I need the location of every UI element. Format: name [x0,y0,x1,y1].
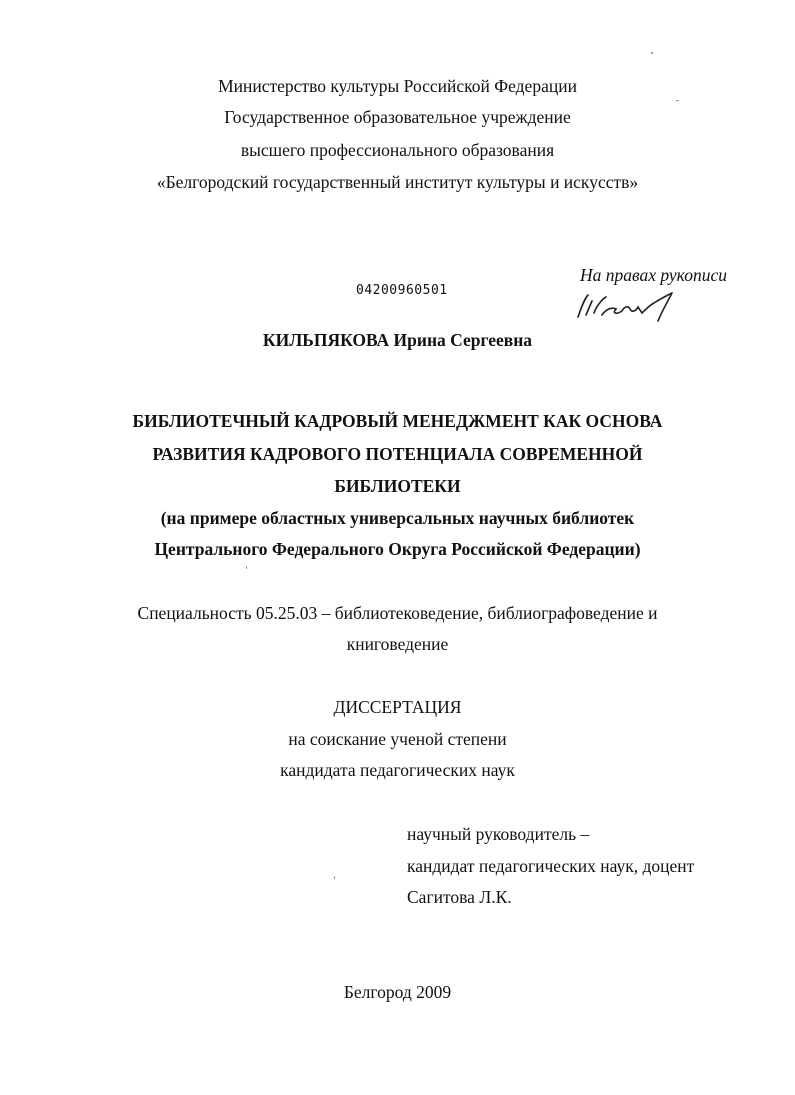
advisor-title: кандидат педагогических наук, доцент [407,856,695,876]
scan-speck [246,566,247,569]
institute-name-line: «Белгородский государственный институт культуры и искусств» [156,172,639,192]
advisor-role: научный руководитель – [407,824,590,844]
degree-line-2: кандидата педагогических наук [280,760,515,780]
serial-number: 04200960501 [356,283,448,298]
scan-speck [676,100,679,101]
degree-line-1: на соискание ученой степени [288,729,507,749]
scan-speck [334,876,335,879]
advisor-name: Сагитова Л.К. [407,887,512,907]
education-level-line: высшего профессионального образования [240,140,555,160]
subtitle-line-1: (на примере областных универсальных научных библиотек [160,508,635,528]
subtitle-line-2: Центрального Федерального Округа Российской Федерации) [154,539,641,559]
title-line-3: БИБЛИОТЕКИ [334,476,461,496]
degree-type: ДИССЕРТАЦИЯ [333,697,462,717]
scan-speck [651,52,653,54]
manuscript-note: На правах рукописи [580,265,727,285]
institution-type-line: Государственное образовательное учреждение [224,107,571,127]
signature-image [572,287,702,327]
title-line-2: РАЗВИТИЯ КАДРОВОГО ПОТЕНЦИАЛА СОВРЕМЕННОЙ [152,444,643,464]
title-line-1: БИБЛИОТЕЧНЫЙ КАДРОВЫЙ МЕНЕДЖМЕНТ КАК ОСНОВА [132,411,663,431]
specialty-line-2: книговедение [346,634,449,654]
ministry-line: Министерство культуры Российской Федерации [218,76,577,96]
specialty-line-1: Специальность 05.25.03 – библиотековедение, библиографоведение и [137,603,658,623]
place-year: Белгород 2009 [343,982,452,1002]
author-name: КИЛЬПЯКОВА Ирина Сергеевна [262,330,533,350]
